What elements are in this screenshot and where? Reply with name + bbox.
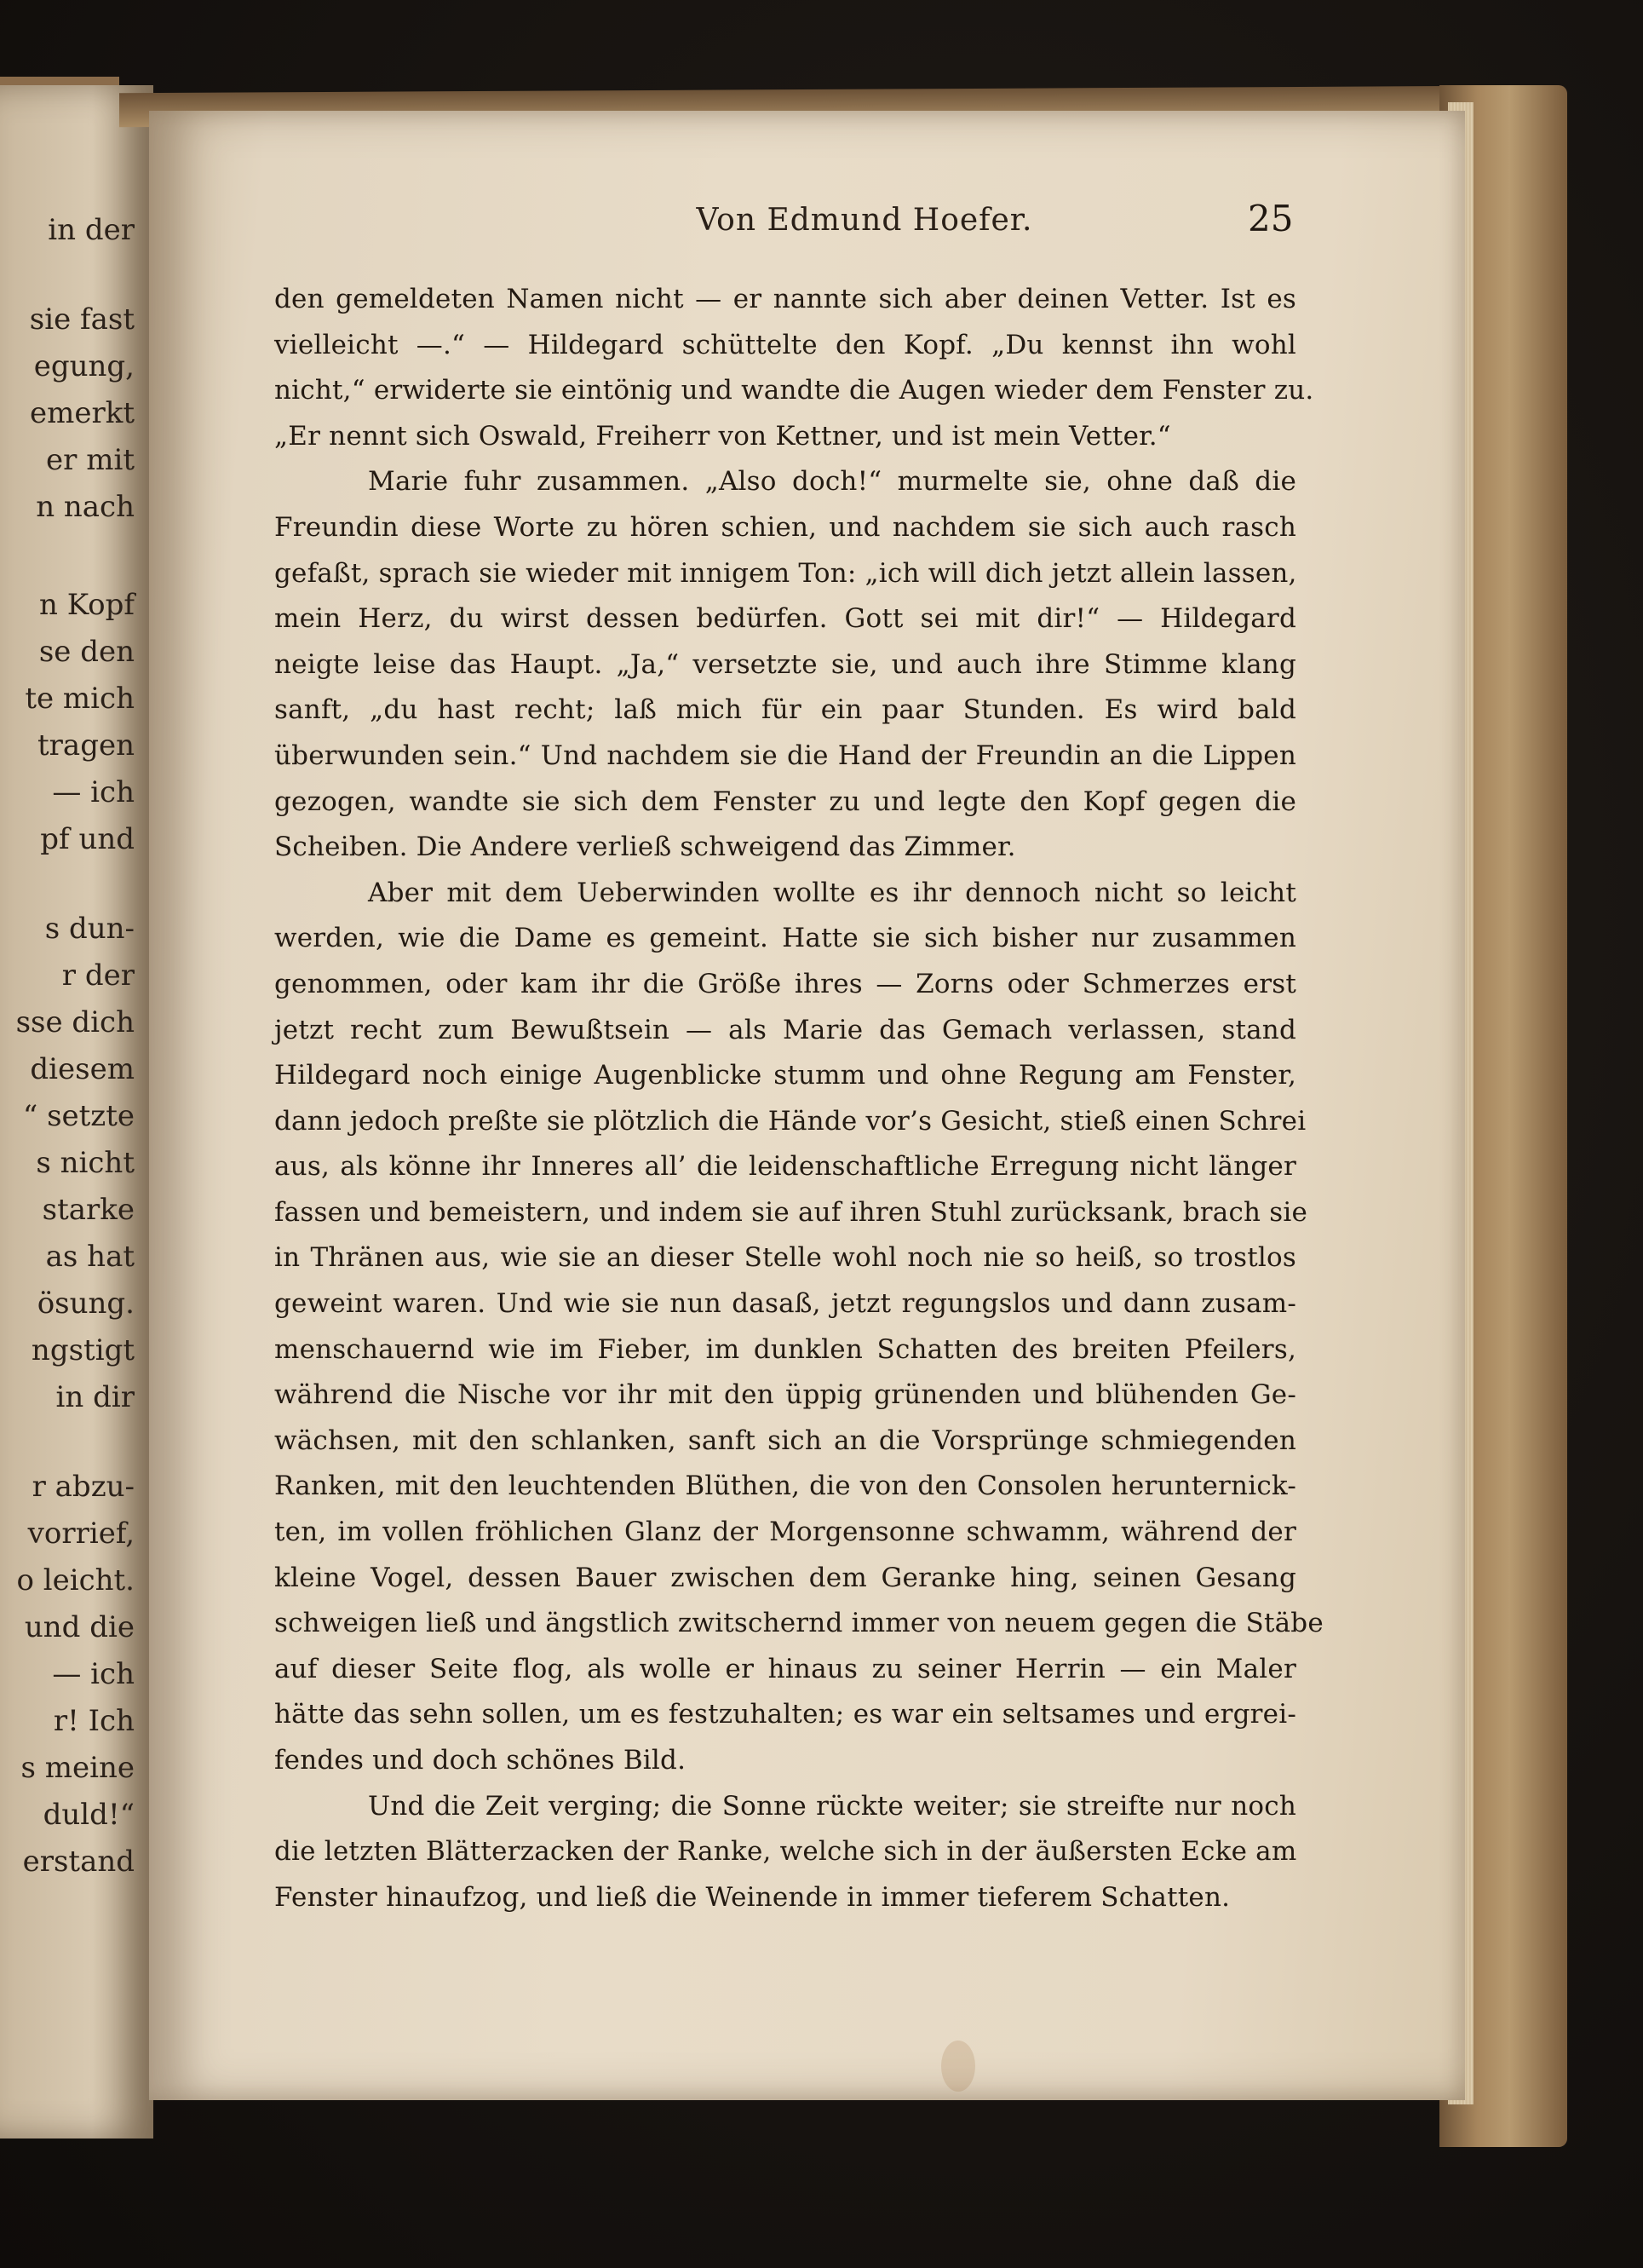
left-page-fragment: — ich <box>52 1657 135 1691</box>
text-line: Freundin diese Worte zu hören schien, und nachdem sie sich auch rasch <box>274 511 1296 543</box>
text-line: wächsen, mit den schlanken, sanft sich an die Vorsprünge schmiegenden <box>274 1425 1296 1456</box>
text-line: Marie fuhr zusammen. „Also doch!“ murmelte sie, ohne daß die <box>368 466 1296 498</box>
text-line: Und die Zeit verging; die Sonne rückte weiter; sie streifte nur noch <box>368 1790 1296 1822</box>
left-page-fragment: n Kopf <box>38 588 135 622</box>
left-page-fragment: o leicht. <box>16 1563 135 1597</box>
page-number: 25 <box>1248 198 1294 239</box>
text-line: genommen, oder kam ihr die Größe ihres — Zorns oder Schmerzes erst <box>274 968 1296 999</box>
left-page-fragment: n nach <box>36 490 135 524</box>
left-page-fragment: duld!“ <box>43 1798 135 1832</box>
body-text <box>274 277 1324 1920</box>
text-line: Aber mit dem Ueberwinden wollte es ihr dennoch nicht so leicht <box>368 877 1296 908</box>
text-line: werden, wie die Dame es gemeint. Hatte sie sich bisher nur zusammen <box>274 923 1296 954</box>
text-line: Hildegard noch einige Augenblicke stumm und ohne Regung am Fenster, <box>274 1060 1296 1091</box>
left-page-fragment: in dir <box>55 1380 135 1414</box>
left-facing-page <box>0 85 153 2138</box>
text-line: neigte leise das Haupt. „Ja,“ versetzte sie, und auch ihre Stimme klang <box>274 648 1296 680</box>
left-page-fragment: “ setzte <box>22 1099 135 1133</box>
left-page-fragment: r abzu- <box>32 1470 135 1504</box>
page-header <box>149 198 1465 245</box>
text-line: in Thränen aus, wie sie an dieser Stelle wohl noch nie so heiß, so trostlos <box>274 1242 1296 1274</box>
left-page-fragment: vorrief, <box>27 1517 135 1551</box>
text-line: schweigen ließ und ängstlich zwitschernd immer von neuem gegen die Stäbe <box>274 1608 1324 1639</box>
left-page-fragment: s meine <box>20 1751 135 1785</box>
text-line: vielleicht —.“ — Hildegard schüttelte den Kopf. „Du kennst ihn wohl <box>274 329 1296 360</box>
left-page-fragment: tragen <box>37 728 135 763</box>
left-page-fragment: sie fast <box>29 302 135 337</box>
left-page-fragment: diesem <box>30 1052 135 1086</box>
text-line: menschauernd wie im Fieber, im dunklen Schatten des breiten Pfeilers, <box>274 1333 1296 1365</box>
text-line: während die Nische vor ihr mit den üppig grünenden und blühenden Ge- <box>274 1379 1296 1411</box>
text-line: überwunden sein.“ Und nachdem sie die Hand der Freundin an die Lippen <box>274 740 1296 771</box>
running-head: Von Edmund Hoefer. <box>696 203 1033 238</box>
left-page-fragment: ngstigt <box>31 1333 135 1367</box>
paper-stain <box>941 2041 975 2092</box>
left-page-fragment: — ich <box>52 775 135 809</box>
left-page-fragment: s nicht <box>36 1146 135 1180</box>
text-line: Ranken, mit den leuchtenden Blüthen, die von den Consolen herunternick- <box>274 1471 1296 1502</box>
left-page-fragment: pf und <box>40 822 135 856</box>
left-page-fragment: in der <box>48 213 135 247</box>
left-page-fragment: ösung. <box>37 1287 135 1321</box>
text-line: aus, als könne ihr Inneres all’ die leidenschaftliche Erregung nicht länger <box>274 1151 1296 1183</box>
text-line: die letzten Blätterzacken der Ranke, welche sich in der äußersten Ecke am <box>274 1836 1297 1868</box>
text-line: mein Herz, du wirst dessen bedürfen. Gott sei mit dir!“ — Hildegard <box>274 603 1296 635</box>
left-page-fragment: egung, <box>33 349 135 383</box>
left-page-text-fragments <box>0 85 153 2138</box>
text-line: sanft, „du hast recht; laß mich für ein paar Stunden. Es wird bald <box>274 694 1296 726</box>
left-page-fragment: emerkt <box>29 396 135 430</box>
left-page-fragment: sse dich <box>15 1005 135 1039</box>
text-line: kleine Vogel, dessen Bauer zwischen dem Geranke hing, seinen Gesang <box>274 1562 1296 1593</box>
text-line: auf dieser Seite flog, als wolle er hinaus zu seiner Herrin — ein Maler <box>274 1653 1296 1684</box>
text-line: dann jedoch preßte sie plötzlich die Hände vor’s Gesicht, stieß einen Schrei <box>274 1105 1307 1137</box>
left-page-fragment: se den <box>38 635 135 669</box>
text-line: fendes und doch schönes Bild. <box>274 1745 686 1776</box>
left-page-fragment: erstand <box>22 1845 135 1879</box>
left-page-fragment: er mit <box>46 443 135 477</box>
left-page-fragment: s dun- <box>44 912 135 946</box>
text-line: ten, im vollen fröhlichen Glanz der Morgensonne schwamm, während der <box>274 1517 1296 1548</box>
text-line: fassen und bemeistern, und indem sie auf ihren Stuhl zurücksank, brach sie <box>274 1196 1307 1228</box>
text-line: jetzt recht zum Bewußtsein — als Marie das Gemach verlassen, stand <box>274 1014 1296 1045</box>
left-page-fragment: r der <box>61 958 135 993</box>
text-line: nicht,“ erwiderte sie eintönig und wandte die Augen wieder dem Fenster zu. <box>274 375 1314 406</box>
text-line: gefaßt, sprach sie wieder mit innigem Ton: „ich will dich jetzt allein lassen, <box>274 557 1297 589</box>
text-line: den gemeldeten Namen nicht — er nannte sich aber deinen Vetter. Ist es <box>274 284 1296 314</box>
text-line: Scheiben. Die Andere verließ schweigend das Zimmer. <box>274 832 1016 863</box>
left-page-fragment: r! Ich <box>53 1704 135 1738</box>
text-line: hätte das sehn sollen, um es festzuhalten; es war ein seltsames und ergrei- <box>274 1699 1296 1730</box>
left-page-fragment: as hat <box>45 1240 135 1274</box>
text-line: „Er nennt sich Oswald, Freiherr von Kettner, und ist mein Vetter.“ <box>274 420 1171 452</box>
text-line: gezogen, wandte sie sich dem Fenster zu und legte den Kopf gegen die <box>274 786 1296 817</box>
left-page-fragment: starke <box>42 1193 135 1227</box>
text-line: Fenster hinaufzog, und ließ die Weinende in immer tieferem Schatten. <box>274 1881 1231 1913</box>
text-line: geweint waren. Und wie sie nun dasaß, jetzt regungslos und dann zusam- <box>274 1288 1296 1320</box>
left-page-fragment: und die <box>24 1610 135 1644</box>
left-page-fragment: te mich <box>25 682 135 716</box>
